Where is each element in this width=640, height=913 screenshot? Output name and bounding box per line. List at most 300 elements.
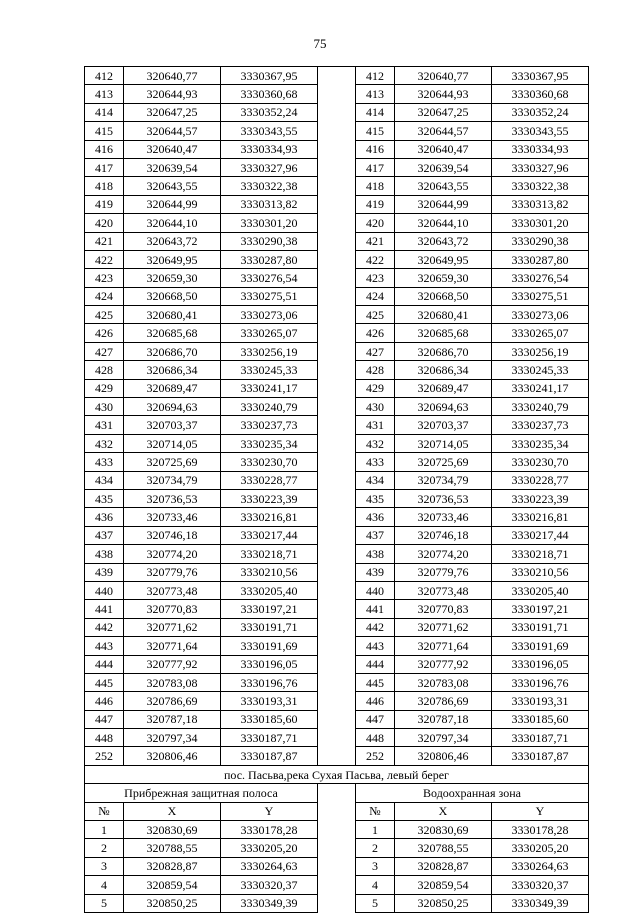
table-row	[85, 342, 589, 360]
column-gap	[318, 122, 356, 140]
right-point-number: 437	[356, 526, 395, 544]
right-x-coordinate: 320686,70	[395, 342, 492, 360]
left-x-coordinate: 320680,41	[124, 306, 221, 324]
right-x-coordinate: 320734,79	[395, 471, 492, 489]
right-y-coordinate: 3330276,54	[492, 269, 589, 287]
left-y-coordinate: 3330191,71	[221, 618, 318, 636]
left-x-coordinate: 320771,62	[124, 618, 221, 636]
left-y-coordinate: 3330343,55	[221, 122, 318, 140]
right-point-number: 420	[356, 214, 395, 232]
table-row	[85, 710, 589, 728]
left-point-number: 431	[85, 416, 124, 434]
left-y-coordinate: 3330187,87	[221, 747, 318, 765]
right-x-coordinate: 320773,48	[395, 581, 492, 599]
right-point-number: 445	[356, 673, 395, 691]
right-x-coordinate: 320639,54	[395, 158, 492, 176]
right-point-number: 439	[356, 563, 395, 581]
left-x-coordinate: 320685,68	[124, 324, 221, 342]
right-y-coordinate: 3330245,33	[492, 361, 589, 379]
column-gap	[318, 361, 356, 379]
table-row	[85, 195, 589, 213]
left-point-number: 435	[85, 489, 124, 507]
column-gap	[318, 692, 356, 710]
left-point-number: 416	[85, 140, 124, 158]
right-y-coordinate: 3330349,39	[492, 894, 589, 912]
right-point-number: 426	[356, 324, 395, 342]
right-y-coordinate: 3330218,71	[492, 545, 589, 563]
left-y-coordinate: 3330276,54	[221, 269, 318, 287]
table-row	[85, 287, 589, 305]
right-point-number: 423	[356, 269, 395, 287]
right-y-coordinate: 3330228,77	[492, 471, 589, 489]
right-y-coordinate: 3330264,63	[492, 857, 589, 875]
right-y-coordinate: 3330235,34	[492, 434, 589, 452]
column-gap	[318, 195, 356, 213]
table-row	[85, 600, 589, 618]
left-x-coordinate: 320736,53	[124, 489, 221, 507]
left-y-coordinate: 3330237,73	[221, 416, 318, 434]
left-y-coordinate: 3330367,95	[221, 67, 318, 85]
right-x-coordinate: 320788,55	[395, 839, 492, 857]
left-x-coordinate: 320725,69	[124, 453, 221, 471]
left-point-number: 447	[85, 710, 124, 728]
table-row	[85, 453, 589, 471]
right-x-coordinate: 320746,18	[395, 526, 492, 544]
table-row	[85, 729, 589, 747]
right-point-number: 3	[356, 857, 395, 875]
right-y-coordinate: 3330187,71	[492, 729, 589, 747]
right-x-coordinate: 320644,57	[395, 122, 492, 140]
column-gap	[318, 526, 356, 544]
table-row	[85, 673, 589, 691]
left-x-coordinate: 320639,54	[124, 158, 221, 176]
table-row	[85, 581, 589, 599]
left-y-coordinate: 3330223,39	[221, 489, 318, 507]
left-x-coordinate: 320733,46	[124, 508, 221, 526]
column-gap	[318, 453, 356, 471]
left-x-coordinate: 320644,10	[124, 214, 221, 232]
left-x-coordinate: 320647,25	[124, 103, 221, 121]
right-y-coordinate: 3330223,39	[492, 489, 589, 507]
right-point-number: 425	[356, 306, 395, 324]
left-point-number: 420	[85, 214, 124, 232]
left-point-number: 415	[85, 122, 124, 140]
left-y-coordinate: 3330197,21	[221, 600, 318, 618]
column-gap	[318, 342, 356, 360]
left-y-coordinate: 3330273,06	[221, 306, 318, 324]
left-point-number: 448	[85, 729, 124, 747]
table-row	[85, 655, 589, 673]
right-x-coordinate: 320828,87	[395, 857, 492, 875]
column-gap	[318, 269, 356, 287]
left-x-coordinate: 320806,46	[124, 747, 221, 765]
right-point-number: 438	[356, 545, 395, 563]
column-gap	[318, 67, 356, 85]
left-y-coordinate: 3330360,68	[221, 85, 318, 103]
left-x-coordinate: 320850,25	[124, 894, 221, 912]
right-x-coordinate: 320806,46	[395, 747, 492, 765]
right-y-coordinate: 3330205,40	[492, 581, 589, 599]
left-point-number: 417	[85, 158, 124, 176]
left-point-number: 5	[85, 894, 124, 912]
left-x-coordinate: 320643,55	[124, 177, 221, 195]
right-x-coordinate: 320644,10	[395, 214, 492, 232]
right-point-number: 5	[356, 894, 395, 912]
table-row	[85, 692, 589, 710]
left-point-number: 436	[85, 508, 124, 526]
right-x-coordinate: 320649,95	[395, 250, 492, 268]
left-point-number: 423	[85, 269, 124, 287]
left-point-number: 426	[85, 324, 124, 342]
left-point-number: 2	[85, 839, 124, 857]
page-number: 75	[313, 36, 327, 51]
left-point-number: 433	[85, 453, 124, 471]
left-y-coordinate: 3330217,44	[221, 526, 318, 544]
upper-rows	[85, 67, 589, 766]
table-row	[85, 526, 589, 544]
column-gap	[318, 214, 356, 232]
column-gap	[318, 103, 356, 121]
right-point-number: 430	[356, 398, 395, 416]
left-y-coordinate: 3330301,20	[221, 214, 318, 232]
left-point-number: 4	[85, 876, 124, 894]
right-y-coordinate: 3330191,71	[492, 618, 589, 636]
left-point-number: 414	[85, 103, 124, 121]
right-y-coordinate: 3330191,69	[492, 637, 589, 655]
left-x-coordinate: 320649,95	[124, 250, 221, 268]
left-y-coordinate: 3330275,51	[221, 287, 318, 305]
right-point-number: 419	[356, 195, 395, 213]
column-gap	[318, 618, 356, 636]
right-x-coordinate: 320850,25	[395, 894, 492, 912]
left-point-number: 413	[85, 85, 124, 103]
right-y-coordinate: 3330322,38	[492, 177, 589, 195]
left-x-coordinate: 320643,72	[124, 232, 221, 250]
left-y-coordinate: 3330240,79	[221, 398, 318, 416]
right-x-coordinate: 320643,55	[395, 177, 492, 195]
right-x-coordinate: 320787,18	[395, 710, 492, 728]
left-point-number: 424	[85, 287, 124, 305]
left-y-coordinate: 3330187,71	[221, 729, 318, 747]
right-y-coordinate: 3330185,60	[492, 710, 589, 728]
right-point-number: 435	[356, 489, 395, 507]
left-x-coordinate: 320644,93	[124, 85, 221, 103]
coordinates-table	[84, 66, 589, 913]
left-y-coordinate: 3330264,63	[221, 857, 318, 875]
right-y-coordinate: 3330230,70	[492, 453, 589, 471]
column-gap	[318, 600, 356, 618]
right-x-coordinate: 320830,69	[395, 821, 492, 839]
right-point-number: 448	[356, 729, 395, 747]
right-point-number: 418	[356, 177, 395, 195]
left-y-coordinate: 3330191,69	[221, 637, 318, 655]
right-x-coordinate: 320786,69	[395, 692, 492, 710]
column-gap	[318, 379, 356, 397]
left-x-coordinate: 320640,47	[124, 140, 221, 158]
column-gap	[318, 710, 356, 728]
table-row	[85, 747, 589, 765]
right-point-number: 429	[356, 379, 395, 397]
table-row	[85, 361, 589, 379]
right-x-coordinate: 320736,53	[395, 489, 492, 507]
table-row	[85, 269, 589, 287]
left-point-number: 440	[85, 581, 124, 599]
right-point-number: 436	[356, 508, 395, 526]
left-y-coordinate: 3330205,40	[221, 581, 318, 599]
right-point-number: 431	[356, 416, 395, 434]
right-point-number: 442	[356, 618, 395, 636]
left-y-coordinate: 3330352,24	[221, 103, 318, 121]
left-y-coordinate: 3330256,19	[221, 342, 318, 360]
left-y-coordinate: 3330196,05	[221, 655, 318, 673]
right-y-coordinate: 3330273,06	[492, 306, 589, 324]
right-point-number: 413	[356, 85, 395, 103]
right-y-coordinate: 3330178,28	[492, 821, 589, 839]
left-x-coordinate: 320746,18	[124, 526, 221, 544]
left-x-coordinate: 320644,99	[124, 195, 221, 213]
left-y-coordinate: 3330235,34	[221, 434, 318, 452]
table-row	[85, 85, 589, 103]
left-y-coordinate: 3330218,71	[221, 545, 318, 563]
right-y-coordinate: 3330343,55	[492, 122, 589, 140]
left-point-number: 427	[85, 342, 124, 360]
right-point-number: 443	[356, 637, 395, 655]
left-x-coordinate: 320770,83	[124, 600, 221, 618]
table-row	[85, 618, 589, 636]
column-gap	[318, 416, 356, 434]
right-y-coordinate: 3330367,95	[492, 67, 589, 85]
right-x-coordinate: 320779,76	[395, 563, 492, 581]
right-point-number: 440	[356, 581, 395, 599]
left-x-coordinate: 320859,54	[124, 876, 221, 894]
right-x-coordinate: 320685,68	[395, 324, 492, 342]
left-point-number: 438	[85, 545, 124, 563]
left-x-coordinate: 320786,69	[124, 692, 221, 710]
left-y-coordinate: 3330313,82	[221, 195, 318, 213]
right-point-number: 2	[356, 839, 395, 857]
left-point-number: 422	[85, 250, 124, 268]
right-x-coordinate: 320859,54	[395, 876, 492, 894]
right-y-coordinate: 3330193,31	[492, 692, 589, 710]
left-point-number: 443	[85, 637, 124, 655]
table-row	[85, 324, 589, 342]
left-x-coordinate: 320694,63	[124, 398, 221, 416]
right-y-coordinate: 3330334,93	[492, 140, 589, 158]
right-y-coordinate: 3330240,79	[492, 398, 589, 416]
left-point-number: 442	[85, 618, 124, 636]
right-y-coordinate: 3330352,24	[492, 103, 589, 121]
left-x-coordinate: 320774,20	[124, 545, 221, 563]
right-zone-title: Водоохранная зона	[356, 784, 589, 802]
right-x-coordinate: 320689,47	[395, 379, 492, 397]
left-y-coordinate: 3330228,77	[221, 471, 318, 489]
right-header-y: Y	[492, 802, 589, 820]
left-point-number: 418	[85, 177, 124, 195]
right-point-number: 432	[356, 434, 395, 452]
table-row	[85, 158, 589, 176]
left-x-coordinate: 320640,77	[124, 67, 221, 85]
right-point-number: 434	[356, 471, 395, 489]
column-gap	[318, 287, 356, 305]
column-gap	[318, 140, 356, 158]
left-x-coordinate: 320788,55	[124, 839, 221, 857]
left-y-coordinate: 3330334,93	[221, 140, 318, 158]
left-y-coordinate: 3330290,38	[221, 232, 318, 250]
right-y-coordinate: 3330360,68	[492, 85, 589, 103]
left-x-coordinate: 320787,18	[124, 710, 221, 728]
right-x-coordinate: 320668,50	[395, 287, 492, 305]
right-y-coordinate: 3330301,20	[492, 214, 589, 232]
right-point-number: 412	[356, 67, 395, 85]
column-gap	[318, 563, 356, 581]
right-y-coordinate: 3330237,73	[492, 416, 589, 434]
left-x-coordinate: 320779,76	[124, 563, 221, 581]
left-x-coordinate: 320686,70	[124, 342, 221, 360]
right-x-coordinate: 320644,93	[395, 85, 492, 103]
right-y-coordinate: 3330275,51	[492, 287, 589, 305]
table-row	[85, 379, 589, 397]
table-row	[85, 122, 589, 140]
right-y-coordinate: 3330256,19	[492, 342, 589, 360]
column-gap	[318, 177, 356, 195]
column-gap	[318, 434, 356, 452]
left-x-coordinate: 320777,92	[124, 655, 221, 673]
right-y-coordinate: 3330290,38	[492, 232, 589, 250]
section-title: пос. Пасьва,река Сухая Пасьва, левый берег	[85, 765, 589, 783]
right-x-coordinate: 320643,72	[395, 232, 492, 250]
right-x-coordinate: 320771,62	[395, 618, 492, 636]
left-x-coordinate: 320773,48	[124, 581, 221, 599]
left-x-coordinate: 320734,79	[124, 471, 221, 489]
right-point-number: 417	[356, 158, 395, 176]
left-x-coordinate: 320659,30	[124, 269, 221, 287]
column-gap	[318, 581, 356, 599]
right-y-coordinate: 3330217,44	[492, 526, 589, 544]
left-y-coordinate: 3330178,28	[221, 821, 318, 839]
left-x-coordinate: 320797,34	[124, 729, 221, 747]
left-y-coordinate: 3330230,70	[221, 453, 318, 471]
left-point-number: 412	[85, 67, 124, 85]
right-y-coordinate: 3330287,80	[492, 250, 589, 268]
right-y-coordinate: 3330216,81	[492, 508, 589, 526]
right-x-coordinate: 320733,46	[395, 508, 492, 526]
column-gap	[318, 655, 356, 673]
column-gap	[318, 306, 356, 324]
lower-section	[85, 765, 589, 912]
column-gap	[318, 85, 356, 103]
zone-title-row	[85, 784, 589, 802]
left-x-coordinate: 320644,57	[124, 122, 221, 140]
left-point-number: 419	[85, 195, 124, 213]
left-y-coordinate: 3330241,17	[221, 379, 318, 397]
left-point-number: 446	[85, 692, 124, 710]
left-point-number: 441	[85, 600, 124, 618]
right-x-coordinate: 320771,64	[395, 637, 492, 655]
right-x-coordinate: 320774,20	[395, 545, 492, 563]
right-header-x: X	[395, 802, 492, 820]
column-gap	[318, 729, 356, 747]
right-y-coordinate: 3330196,76	[492, 673, 589, 691]
right-point-number: 422	[356, 250, 395, 268]
right-x-coordinate: 320640,47	[395, 140, 492, 158]
left-x-coordinate: 320703,37	[124, 416, 221, 434]
left-y-coordinate: 3330349,39	[221, 894, 318, 912]
right-x-coordinate: 320644,99	[395, 195, 492, 213]
left-x-coordinate: 320714,05	[124, 434, 221, 452]
left-point-number: 432	[85, 434, 124, 452]
right-point-number: 415	[356, 122, 395, 140]
left-point-number: 421	[85, 232, 124, 250]
right-y-coordinate: 3330210,56	[492, 563, 589, 581]
table-row	[85, 232, 589, 250]
right-y-coordinate: 3330196,05	[492, 655, 589, 673]
column-gap	[318, 784, 356, 913]
table-row	[85, 67, 589, 85]
left-y-coordinate: 3330216,81	[221, 508, 318, 526]
table-row	[85, 489, 589, 507]
right-y-coordinate: 3330320,37	[492, 876, 589, 894]
table-row	[85, 508, 589, 526]
right-y-coordinate: 3330187,87	[492, 747, 589, 765]
right-x-coordinate: 320680,41	[395, 306, 492, 324]
left-x-coordinate: 320686,34	[124, 361, 221, 379]
left-x-coordinate: 320828,87	[124, 857, 221, 875]
left-x-coordinate: 320783,08	[124, 673, 221, 691]
left-x-coordinate: 320830,69	[124, 821, 221, 839]
right-point-number: 424	[356, 287, 395, 305]
right-point-number: 416	[356, 140, 395, 158]
left-point-number: 428	[85, 361, 124, 379]
right-point-number: 4	[356, 876, 395, 894]
left-y-coordinate: 3330193,31	[221, 692, 318, 710]
left-y-coordinate: 3330265,07	[221, 324, 318, 342]
right-x-coordinate: 320714,05	[395, 434, 492, 452]
left-header-number: №	[85, 802, 124, 820]
left-y-coordinate: 3330322,38	[221, 177, 318, 195]
table-row	[85, 177, 589, 195]
right-x-coordinate: 320659,30	[395, 269, 492, 287]
table-row	[85, 434, 589, 452]
right-point-number: 252	[356, 747, 395, 765]
right-header-number: №	[356, 802, 395, 820]
left-point-number: 434	[85, 471, 124, 489]
right-x-coordinate: 320640,77	[395, 67, 492, 85]
column-gap	[318, 489, 356, 507]
table-row	[85, 306, 589, 324]
left-header-y: Y	[221, 802, 318, 820]
left-x-coordinate: 320668,50	[124, 287, 221, 305]
left-y-coordinate: 3330327,96	[221, 158, 318, 176]
left-point-number: 430	[85, 398, 124, 416]
right-y-coordinate: 3330197,21	[492, 600, 589, 618]
right-x-coordinate: 320797,34	[395, 729, 492, 747]
column-gap	[318, 232, 356, 250]
left-y-coordinate: 3330196,76	[221, 673, 318, 691]
left-point-number: 439	[85, 563, 124, 581]
right-x-coordinate: 320770,83	[395, 600, 492, 618]
right-x-coordinate: 320725,69	[395, 453, 492, 471]
column-gap	[318, 250, 356, 268]
left-point-number: 445	[85, 673, 124, 691]
right-point-number: 447	[356, 710, 395, 728]
table-row	[85, 563, 589, 581]
column-gap	[318, 747, 356, 765]
right-y-coordinate: 3330313,82	[492, 195, 589, 213]
right-point-number: 444	[356, 655, 395, 673]
left-point-number: 437	[85, 526, 124, 544]
left-y-coordinate: 3330245,33	[221, 361, 318, 379]
right-x-coordinate: 320686,34	[395, 361, 492, 379]
